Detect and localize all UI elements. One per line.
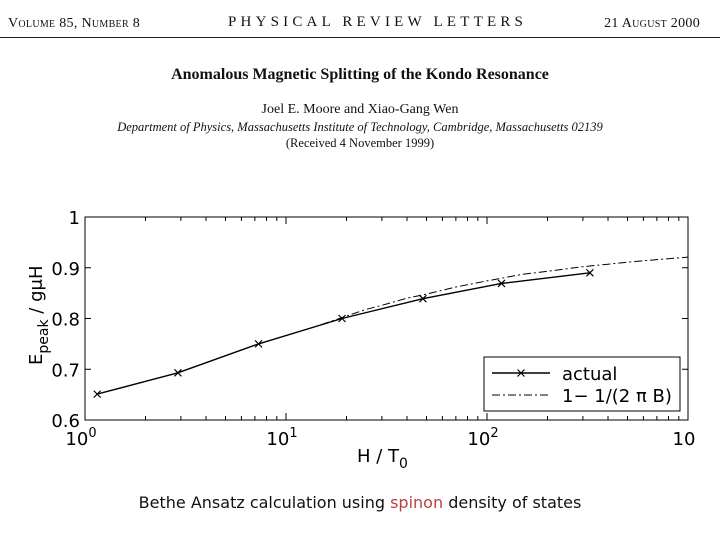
x-tick-label: $10^0$ xyxy=(65,426,97,450)
paper-authors: Joel E. Moore and Xiao-Gang Wen xyxy=(261,102,459,117)
y-tick-label: 1 xyxy=(68,208,80,229)
paper-received: (Received 4 November 1999) xyxy=(285,136,435,150)
legend-entry-label: 1− 1/(2 π B) xyxy=(562,386,672,407)
caption-text-after: density of states xyxy=(443,493,582,512)
caption-highlight-spinon: spinon xyxy=(390,493,444,512)
header-date: 21 August 2000 xyxy=(604,16,700,31)
y-tick-label: 0.8 xyxy=(51,309,80,331)
series-theory-line xyxy=(321,257,688,325)
y-axis-label: $E_{peak}$ / gμH xyxy=(26,265,52,365)
y-tick-label: 0.9 xyxy=(51,258,80,280)
header-journal: PHYSICAL REVIEW LETTERS xyxy=(228,14,528,30)
y-tick-label: 0.6 xyxy=(51,411,80,432)
x-tick-label: 10 xyxy=(672,429,696,450)
paper-title: Anomalous Magnetic Splitting of the Kondo Resonance xyxy=(171,66,549,83)
x-tick-label: $10^2$ xyxy=(467,426,499,450)
slide-caption xyxy=(0,493,720,512)
paper-affiliation: Department of Physics, Massachusetts Institute of Technology, Cambridge, Massachusetts 02139 xyxy=(117,120,603,134)
header-volume: Volume 85, Number 8 xyxy=(8,16,141,31)
y-tick-label: 0.7 xyxy=(51,360,80,382)
x-tick-label: $10^1$ xyxy=(266,426,298,450)
caption-text-before: Bethe Ansatz calculation using xyxy=(138,493,391,512)
legend-entry-label: actual xyxy=(562,364,618,385)
x-axis-label: H / $T_0$ xyxy=(357,446,408,472)
